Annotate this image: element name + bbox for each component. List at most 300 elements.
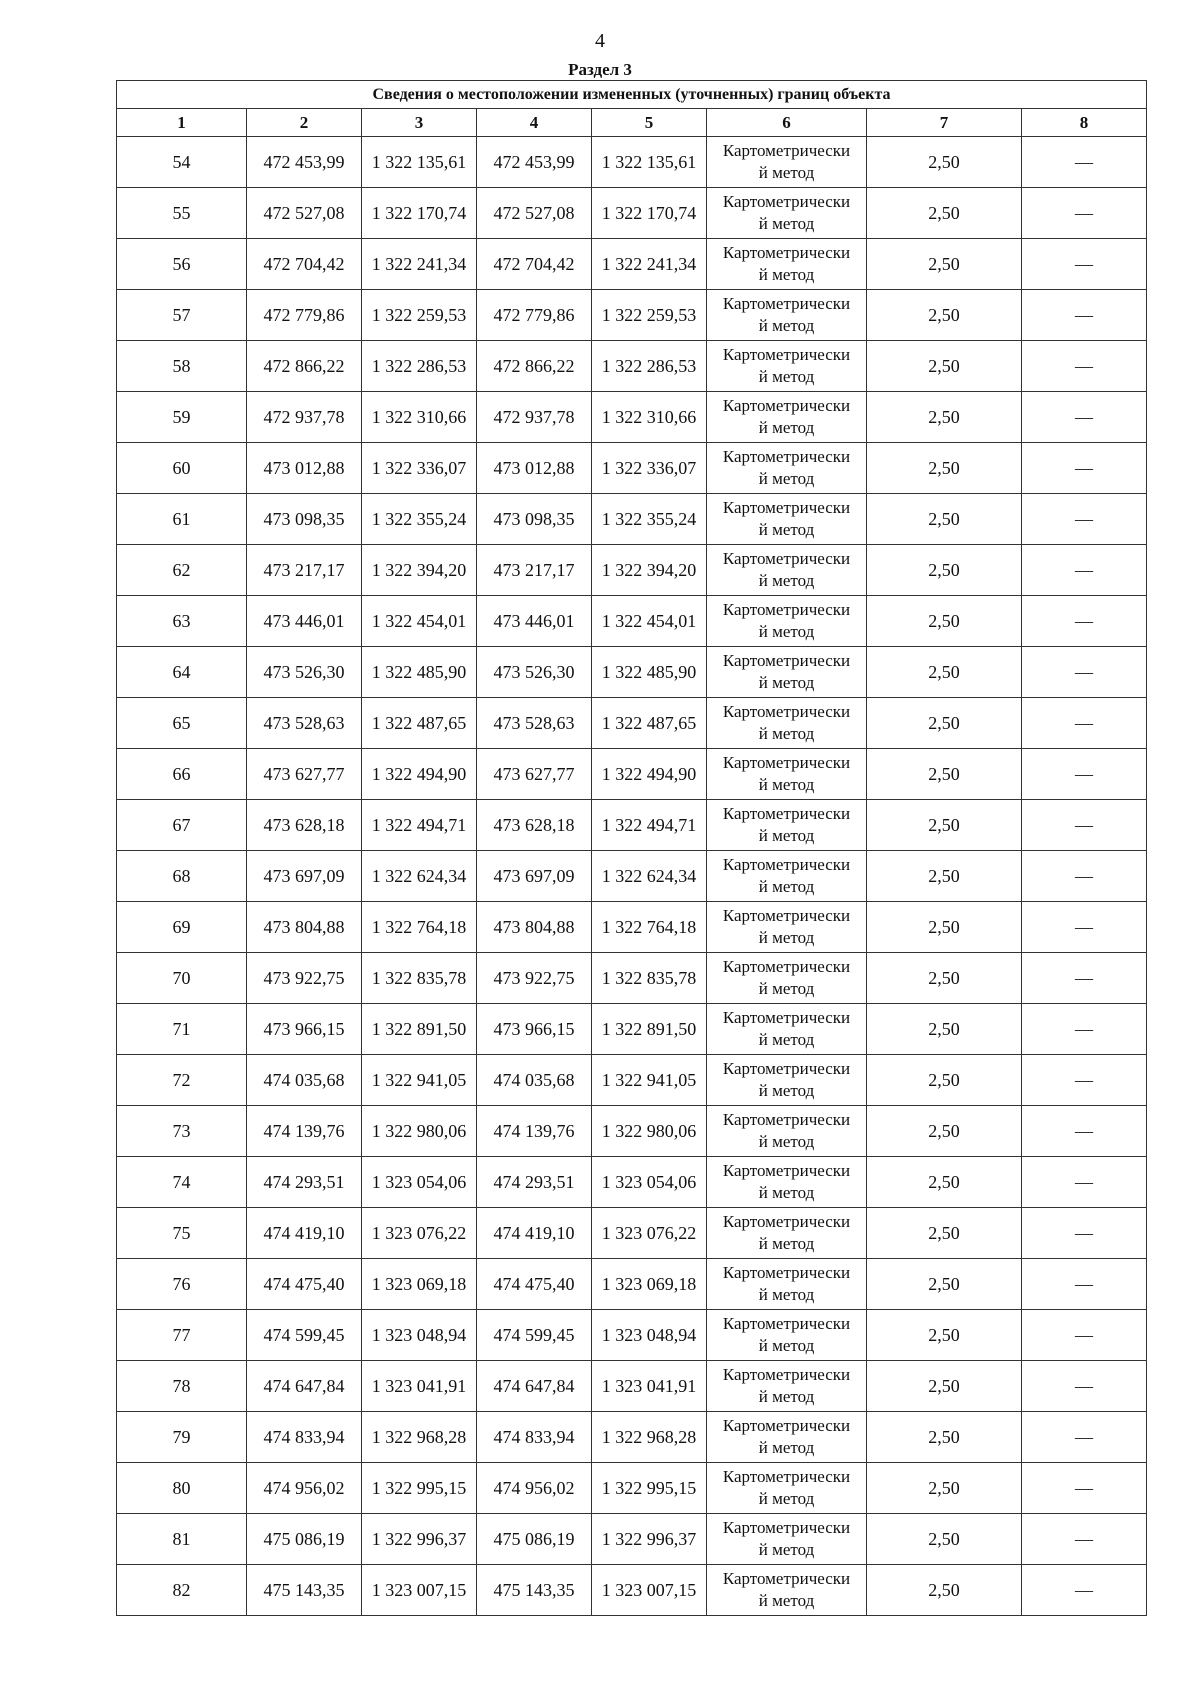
y-refined-cell: 1 322 494,71: [592, 800, 707, 851]
point-number-cell: 55: [117, 188, 247, 239]
y-refined-cell: 1 322 170,74: [592, 188, 707, 239]
column-number: 7: [867, 109, 1022, 137]
y-refined-cell: 1 322 835,78: [592, 953, 707, 1004]
table-row: [117, 1208, 1147, 1259]
column-number: 3: [362, 109, 477, 137]
description-cell: —: [1022, 1310, 1147, 1361]
x-refined-cell: 474 419,10: [477, 1208, 592, 1259]
point-number-cell: 78: [117, 1361, 247, 1412]
x-existing-cell: 472 866,22: [247, 341, 362, 392]
x-refined-cell: 474 956,02: [477, 1463, 592, 1514]
x-existing-cell: 473 922,75: [247, 953, 362, 1004]
accuracy-cell: 2,50: [867, 851, 1022, 902]
column-number: 6: [707, 109, 867, 137]
table-row: [117, 290, 1147, 341]
accuracy-cell: 2,50: [867, 494, 1022, 545]
x-refined-cell: 473 966,15: [477, 1004, 592, 1055]
accuracy-cell: 2,50: [867, 647, 1022, 698]
point-number-cell: 70: [117, 953, 247, 1004]
y-refined-cell: 1 322 891,50: [592, 1004, 707, 1055]
y-existing-cell: 1 322 968,28: [362, 1412, 477, 1463]
description-cell: —: [1022, 1055, 1147, 1106]
method-line-2: й метод: [758, 1336, 815, 1355]
method-line-1: Картометрически: [722, 294, 851, 313]
point-number-cell: 63: [117, 596, 247, 647]
y-refined-cell: 1 322 310,66: [592, 392, 707, 443]
accuracy-cell: 2,50: [867, 137, 1022, 188]
method-line-1: Картометрически: [722, 141, 851, 160]
method-cell: [707, 443, 867, 494]
y-refined-cell: 1 322 286,53: [592, 341, 707, 392]
x-existing-cell: 473 526,30: [247, 647, 362, 698]
method-line-1: Картометрически: [722, 702, 851, 721]
x-existing-cell: 474 419,10: [247, 1208, 362, 1259]
method-line-1: Картометрически: [722, 753, 851, 772]
point-number-cell: 66: [117, 749, 247, 800]
table-row: [117, 1157, 1147, 1208]
x-existing-cell: 473 697,09: [247, 851, 362, 902]
y-existing-cell: 1 322 135,61: [362, 137, 477, 188]
accuracy-cell: 2,50: [867, 1259, 1022, 1310]
method-line-1: Картометрически: [722, 243, 851, 262]
method-cell: [707, 1055, 867, 1106]
x-existing-cell: 473 627,77: [247, 749, 362, 800]
y-existing-cell: 1 322 995,15: [362, 1463, 477, 1514]
method-cell: [707, 392, 867, 443]
method-cell: [707, 647, 867, 698]
method-line-2: й метод: [758, 571, 815, 590]
y-refined-cell: 1 322 135,61: [592, 137, 707, 188]
method-line-2: й метод: [758, 520, 815, 539]
table-row: [117, 239, 1147, 290]
table-row: [117, 443, 1147, 494]
x-refined-cell: 473 446,01: [477, 596, 592, 647]
point-number-cell: 68: [117, 851, 247, 902]
y-existing-cell: 1 322 454,01: [362, 596, 477, 647]
x-refined-cell: 473 012,88: [477, 443, 592, 494]
description-cell: —: [1022, 443, 1147, 494]
table-row: [117, 1310, 1147, 1361]
method-line-2: й метод: [758, 367, 815, 386]
point-number-cell: 60: [117, 443, 247, 494]
method-line-2: й метод: [758, 673, 815, 692]
method-line-1: Картометрически: [722, 804, 851, 823]
method-line-1: Картометрически: [722, 549, 851, 568]
point-number-cell: 58: [117, 341, 247, 392]
method-cell: [707, 1106, 867, 1157]
y-existing-cell: 1 322 336,07: [362, 443, 477, 494]
y-refined-cell: 1 323 048,94: [592, 1310, 707, 1361]
table-row: [117, 749, 1147, 800]
method-cell: [707, 341, 867, 392]
description-cell: —: [1022, 902, 1147, 953]
accuracy-cell: 2,50: [867, 1310, 1022, 1361]
y-existing-cell: 1 322 891,50: [362, 1004, 477, 1055]
method-cell: [707, 953, 867, 1004]
table-row: [117, 1106, 1147, 1157]
point-number-cell: 80: [117, 1463, 247, 1514]
method-line-2: й метод: [758, 622, 815, 641]
method-line-1: Картометрически: [722, 906, 851, 925]
y-refined-cell: 1 322 980,06: [592, 1106, 707, 1157]
point-number-cell: 82: [117, 1565, 247, 1616]
point-number-cell: 75: [117, 1208, 247, 1259]
method-cell: [707, 698, 867, 749]
y-existing-cell: 1 322 485,90: [362, 647, 477, 698]
method-line-2: й метод: [758, 877, 815, 896]
x-refined-cell: 472 937,78: [477, 392, 592, 443]
method-line-2: й метод: [758, 1387, 815, 1406]
x-refined-cell: 474 475,40: [477, 1259, 592, 1310]
method-cell: [707, 800, 867, 851]
y-existing-cell: 1 322 487,65: [362, 698, 477, 749]
accuracy-cell: 2,50: [867, 596, 1022, 647]
accuracy-cell: 2,50: [867, 953, 1022, 1004]
point-number-cell: 57: [117, 290, 247, 341]
method-cell: [707, 137, 867, 188]
y-refined-cell: 1 322 995,15: [592, 1463, 707, 1514]
accuracy-cell: 2,50: [867, 188, 1022, 239]
accuracy-cell: 2,50: [867, 392, 1022, 443]
x-existing-cell: 474 139,76: [247, 1106, 362, 1157]
description-cell: —: [1022, 1361, 1147, 1412]
y-refined-cell: 1 323 007,15: [592, 1565, 707, 1616]
method-line-2: й метод: [758, 214, 815, 233]
description-cell: —: [1022, 1412, 1147, 1463]
point-number-cell: 54: [117, 137, 247, 188]
method-cell: [707, 1259, 867, 1310]
method-line-2: й метод: [758, 316, 815, 335]
description-cell: —: [1022, 239, 1147, 290]
accuracy-cell: 2,50: [867, 1514, 1022, 1565]
method-cell: [707, 545, 867, 596]
x-existing-cell: 472 779,86: [247, 290, 362, 341]
point-number-cell: 72: [117, 1055, 247, 1106]
accuracy-cell: 2,50: [867, 800, 1022, 851]
table-row: [117, 1361, 1147, 1412]
method-line-1: Картометрически: [722, 1314, 851, 1333]
x-refined-cell: 473 526,30: [477, 647, 592, 698]
x-refined-cell: 473 627,77: [477, 749, 592, 800]
x-existing-cell: 472 453,99: [247, 137, 362, 188]
x-refined-cell: 474 035,68: [477, 1055, 592, 1106]
description-cell: —: [1022, 596, 1147, 647]
y-refined-cell: 1 322 454,01: [592, 596, 707, 647]
point-number-cell: 56: [117, 239, 247, 290]
method-line-2: й метод: [758, 724, 815, 743]
accuracy-cell: 2,50: [867, 1106, 1022, 1157]
description-cell: —: [1022, 392, 1147, 443]
method-line-1: Картометрически: [722, 1059, 851, 1078]
method-cell: [707, 239, 867, 290]
table-row: [117, 1055, 1147, 1106]
y-refined-cell: 1 322 241,34: [592, 239, 707, 290]
table-caption-row: [117, 81, 1147, 109]
point-number-cell: 67: [117, 800, 247, 851]
method-line-1: Картометрически: [722, 957, 851, 976]
description-cell: —: [1022, 1106, 1147, 1157]
point-number-cell: 64: [117, 647, 247, 698]
method-line-2: й метод: [758, 1438, 815, 1457]
y-existing-cell: 1 323 069,18: [362, 1259, 477, 1310]
method-line-1: Картометрически: [722, 1416, 851, 1435]
method-cell: [707, 1004, 867, 1055]
x-existing-cell: 475 086,19: [247, 1514, 362, 1565]
point-number-cell: 76: [117, 1259, 247, 1310]
description-cell: —: [1022, 1208, 1147, 1259]
description-cell: —: [1022, 749, 1147, 800]
method-line-1: Картометрически: [722, 1263, 851, 1282]
accuracy-cell: 2,50: [867, 1412, 1022, 1463]
description-cell: —: [1022, 188, 1147, 239]
method-line-1: Картометрически: [722, 498, 851, 517]
y-refined-cell: 1 322 336,07: [592, 443, 707, 494]
method-line-2: й метод: [758, 1234, 815, 1253]
method-line-1: Картометрически: [722, 1212, 851, 1231]
x-existing-cell: 473 217,17: [247, 545, 362, 596]
x-refined-cell: 473 217,17: [477, 545, 592, 596]
method-cell: [707, 1208, 867, 1259]
column-number-row: [117, 109, 1147, 137]
description-cell: —: [1022, 1157, 1147, 1208]
x-existing-cell: 474 035,68: [247, 1055, 362, 1106]
column-number: 1: [117, 109, 247, 137]
method-cell: [707, 749, 867, 800]
method-line-1: Картометрически: [722, 192, 851, 211]
x-refined-cell: 472 704,42: [477, 239, 592, 290]
table-row: [117, 137, 1147, 188]
accuracy-cell: 2,50: [867, 239, 1022, 290]
x-existing-cell: 474 599,45: [247, 1310, 362, 1361]
boundary-coordinates-table: [116, 80, 1147, 1616]
column-number: 8: [1022, 109, 1147, 137]
table-row: [117, 545, 1147, 596]
x-refined-cell: 474 139,76: [477, 1106, 592, 1157]
description-cell: —: [1022, 137, 1147, 188]
y-refined-cell: 1 323 069,18: [592, 1259, 707, 1310]
y-refined-cell: 1 322 259,53: [592, 290, 707, 341]
y-existing-cell: 1 322 394,20: [362, 545, 477, 596]
x-existing-cell: 473 628,18: [247, 800, 362, 851]
point-number-cell: 69: [117, 902, 247, 953]
accuracy-cell: 2,50: [867, 1004, 1022, 1055]
y-existing-cell: 1 322 286,53: [362, 341, 477, 392]
description-cell: —: [1022, 494, 1147, 545]
method-cell: [707, 1412, 867, 1463]
method-line-1: Картометрически: [722, 1518, 851, 1537]
accuracy-cell: 2,50: [867, 290, 1022, 341]
page-number: 4: [595, 30, 605, 52]
y-existing-cell: 1 322 624,34: [362, 851, 477, 902]
x-refined-cell: 473 528,63: [477, 698, 592, 749]
method-line-1: Картометрически: [722, 1110, 851, 1129]
y-existing-cell: 1 322 494,90: [362, 749, 477, 800]
y-refined-cell: 1 323 054,06: [592, 1157, 707, 1208]
y-refined-cell: 1 322 764,18: [592, 902, 707, 953]
y-refined-cell: 1 322 996,37: [592, 1514, 707, 1565]
x-existing-cell: 473 966,15: [247, 1004, 362, 1055]
x-refined-cell: 472 527,08: [477, 188, 592, 239]
method-line-1: Картометрически: [722, 1467, 851, 1486]
method-cell: [707, 1310, 867, 1361]
y-refined-cell: 1 322 941,05: [592, 1055, 707, 1106]
method-line-2: й метод: [758, 1591, 815, 1610]
table-row: [117, 953, 1147, 1004]
table-row: [117, 188, 1147, 239]
method-line-2: й метод: [758, 1030, 815, 1049]
method-line-1: Картометрически: [722, 651, 851, 670]
column-number: 2: [247, 109, 362, 137]
method-cell: [707, 851, 867, 902]
column-number: 4: [477, 109, 592, 137]
accuracy-cell: 2,50: [867, 749, 1022, 800]
section-title: Раздел 3: [568, 60, 632, 79]
table-body: [117, 137, 1147, 1616]
x-existing-cell: 474 833,94: [247, 1412, 362, 1463]
table-row: [117, 596, 1147, 647]
method-line-2: й метод: [758, 1285, 815, 1304]
method-cell: [707, 1463, 867, 1514]
y-existing-cell: 1 322 494,71: [362, 800, 477, 851]
description-cell: —: [1022, 851, 1147, 902]
method-line-1: Картометрически: [722, 345, 851, 364]
method-line-2: й метод: [758, 1081, 815, 1100]
accuracy-cell: 2,50: [867, 1565, 1022, 1616]
y-refined-cell: 1 322 394,20: [592, 545, 707, 596]
x-refined-cell: 473 922,75: [477, 953, 592, 1004]
method-cell: [707, 188, 867, 239]
accuracy-cell: 2,50: [867, 1157, 1022, 1208]
y-existing-cell: 1 322 764,18: [362, 902, 477, 953]
accuracy-cell: 2,50: [867, 443, 1022, 494]
table-row: [117, 851, 1147, 902]
accuracy-cell: 2,50: [867, 545, 1022, 596]
description-cell: —: [1022, 290, 1147, 341]
x-existing-cell: 472 704,42: [247, 239, 362, 290]
y-refined-cell: 1 322 494,90: [592, 749, 707, 800]
table-row: [117, 647, 1147, 698]
method-line-1: Картометрически: [722, 600, 851, 619]
method-line-2: й метод: [758, 469, 815, 488]
y-existing-cell: 1 322 980,06: [362, 1106, 477, 1157]
accuracy-cell: 2,50: [867, 698, 1022, 749]
method-cell: [707, 1514, 867, 1565]
table-row: [117, 1259, 1147, 1310]
method-line-2: й метод: [758, 418, 815, 437]
point-number-cell: 81: [117, 1514, 247, 1565]
x-refined-cell: 475 086,19: [477, 1514, 592, 1565]
description-cell: —: [1022, 341, 1147, 392]
x-existing-cell: 472 937,78: [247, 392, 362, 443]
x-refined-cell: 472 866,22: [477, 341, 592, 392]
y-refined-cell: 1 323 076,22: [592, 1208, 707, 1259]
y-refined-cell: 1 322 624,34: [592, 851, 707, 902]
y-existing-cell: 1 323 054,06: [362, 1157, 477, 1208]
x-refined-cell: 474 833,94: [477, 1412, 592, 1463]
point-number-cell: 71: [117, 1004, 247, 1055]
x-refined-cell: 473 098,35: [477, 494, 592, 545]
accuracy-cell: 2,50: [867, 1463, 1022, 1514]
accuracy-cell: 2,50: [867, 1361, 1022, 1412]
point-number-cell: 74: [117, 1157, 247, 1208]
y-existing-cell: 1 322 941,05: [362, 1055, 477, 1106]
x-existing-cell: 473 446,01: [247, 596, 362, 647]
y-existing-cell: 1 323 076,22: [362, 1208, 477, 1259]
x-existing-cell: 474 293,51: [247, 1157, 362, 1208]
table-row: [117, 494, 1147, 545]
y-refined-cell: 1 322 968,28: [592, 1412, 707, 1463]
x-refined-cell: 474 599,45: [477, 1310, 592, 1361]
y-refined-cell: 1 323 041,91: [592, 1361, 707, 1412]
point-number-cell: 77: [117, 1310, 247, 1361]
table-row: [117, 1463, 1147, 1514]
x-existing-cell: 473 012,88: [247, 443, 362, 494]
method-line-2: й метод: [758, 1489, 815, 1508]
method-line-1: Картометрически: [722, 447, 851, 466]
y-existing-cell: 1 323 048,94: [362, 1310, 477, 1361]
method-line-1: Картометрически: [722, 1161, 851, 1180]
method-line-1: Картометрически: [722, 1569, 851, 1588]
x-existing-cell: 474 647,84: [247, 1361, 362, 1412]
y-refined-cell: 1 322 487,65: [592, 698, 707, 749]
method-line-2: й метод: [758, 826, 815, 845]
x-refined-cell: 473 804,88: [477, 902, 592, 953]
table-row: [117, 1565, 1147, 1616]
accuracy-cell: 2,50: [867, 902, 1022, 953]
point-number-cell: 59: [117, 392, 247, 443]
table-row: [117, 392, 1147, 443]
accuracy-cell: 2,50: [867, 1208, 1022, 1259]
description-cell: —: [1022, 1565, 1147, 1616]
x-refined-cell: 472 453,99: [477, 137, 592, 188]
x-refined-cell: 473 697,09: [477, 851, 592, 902]
description-cell: —: [1022, 545, 1147, 596]
description-cell: —: [1022, 953, 1147, 1004]
method-line-1: Картометрически: [722, 855, 851, 874]
x-existing-cell: 473 528,63: [247, 698, 362, 749]
table-row: [117, 1412, 1147, 1463]
description-cell: —: [1022, 1004, 1147, 1055]
y-existing-cell: 1 322 310,66: [362, 392, 477, 443]
method-cell: [707, 1361, 867, 1412]
y-existing-cell: 1 323 041,91: [362, 1361, 477, 1412]
table-row: [117, 1514, 1147, 1565]
method-line-2: й метод: [758, 163, 815, 182]
method-cell: [707, 596, 867, 647]
y-existing-cell: 1 322 355,24: [362, 494, 477, 545]
point-number-cell: 65: [117, 698, 247, 749]
table-row: [117, 800, 1147, 851]
method-line-2: й метод: [758, 1183, 815, 1202]
y-refined-cell: 1 322 485,90: [592, 647, 707, 698]
y-existing-cell: 1 322 170,74: [362, 188, 477, 239]
x-refined-cell: 474 293,51: [477, 1157, 592, 1208]
x-existing-cell: 473 804,88: [247, 902, 362, 953]
method-cell: [707, 494, 867, 545]
method-line-2: й метод: [758, 265, 815, 284]
method-line-1: Картометрически: [722, 396, 851, 415]
method-cell: [707, 290, 867, 341]
point-number-cell: 61: [117, 494, 247, 545]
accuracy-cell: 2,50: [867, 1055, 1022, 1106]
method-line-2: й метод: [758, 775, 815, 794]
method-line-2: й метод: [758, 1540, 815, 1559]
x-refined-cell: 473 628,18: [477, 800, 592, 851]
method-line-1: Картометрически: [722, 1365, 851, 1384]
description-cell: —: [1022, 1463, 1147, 1514]
method-line-2: й метод: [758, 979, 815, 998]
y-existing-cell: 1 322 259,53: [362, 290, 477, 341]
